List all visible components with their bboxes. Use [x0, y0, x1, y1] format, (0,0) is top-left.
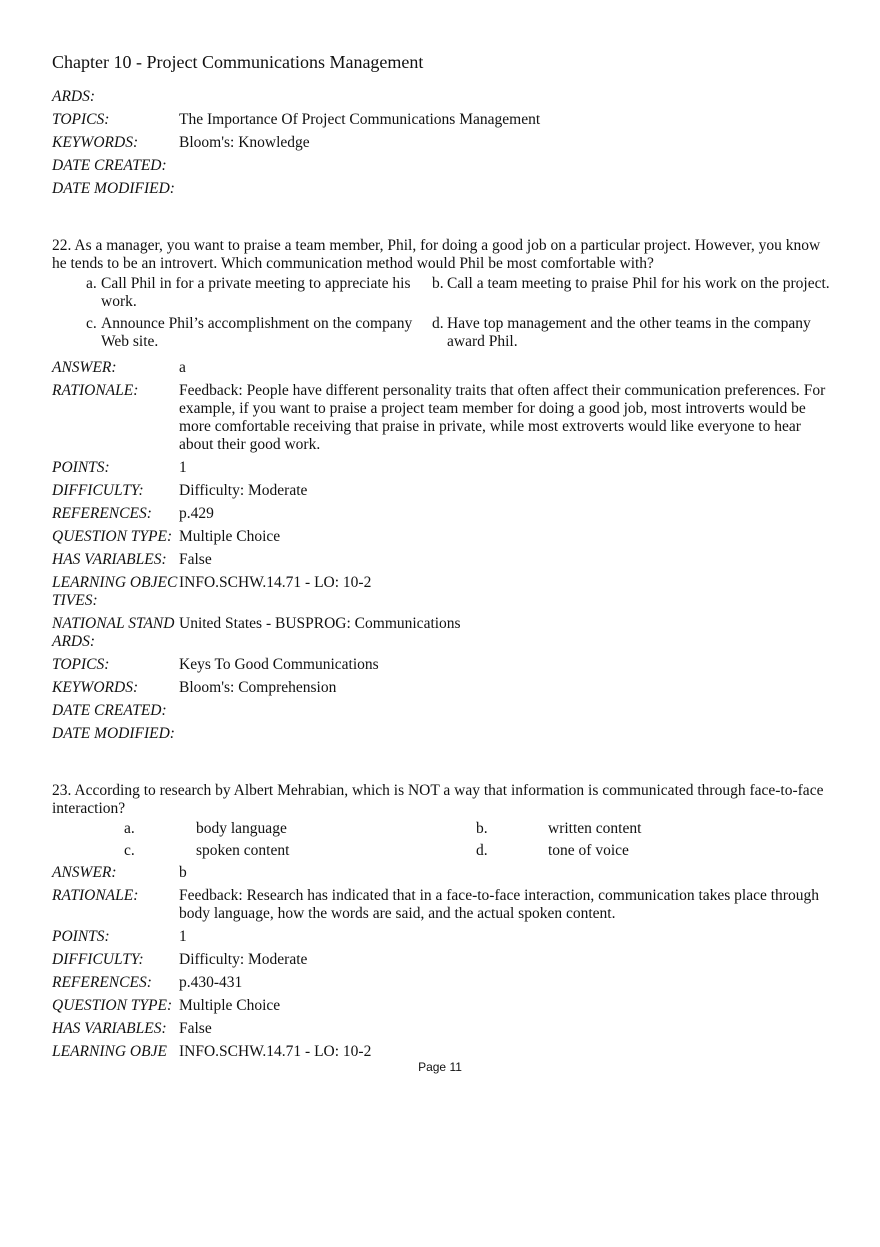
metadata-row: [52, 157, 832, 175]
option-letter: c.: [86, 315, 97, 332]
question-text: 23. According to research by Albert Mehrabian, which is NOT a way that information is communicated through face-to-face interaction?: [52, 782, 824, 817]
metadata-row: [52, 111, 832, 129]
metadata-row: [52, 615, 832, 651]
question-23: [52, 782, 832, 1061]
answer-option: [86, 275, 432, 311]
question-metadata: [52, 359, 832, 743]
option-letter: d.: [432, 315, 444, 332]
question-22: [52, 237, 832, 743]
metadata-label: HAS VARIABLES:: [52, 1020, 167, 1037]
document-page: [52, 50, 832, 1066]
metadata-label: REFERENCES:: [52, 505, 152, 522]
metadata-row: [52, 551, 832, 569]
question-metadata: [52, 864, 832, 1061]
metadata-row: [52, 88, 832, 106]
metadata-value: Keys To Good Communications: [179, 656, 379, 673]
metadata-row: [52, 505, 832, 523]
option-letter: b.: [476, 820, 488, 837]
option-text: tone of voice: [548, 842, 629, 859]
metadata-label: DATE CREATED:: [52, 157, 167, 174]
option-text: Call a team meeting to praise Phil for his work on the project.: [447, 275, 830, 292]
option-text: Announce Phil’s accomplishment on the company Web site.: [101, 315, 413, 350]
metadata-label: DATE MODIFIED:: [52, 725, 175, 742]
metadata-row: [52, 887, 832, 923]
metadata-label: LEARNING OBJECTIVES:: [52, 574, 178, 609]
option-letter: c.: [124, 842, 135, 859]
metadata-value: [179, 157, 832, 175]
metadata-value: INFO.SCHW.14.71 - LO: 10-2: [179, 1043, 372, 1060]
metadata-label: NATIONAL STANDARDS:: [52, 615, 175, 650]
metadata-value: Bloom's: Comprehension: [179, 679, 337, 696]
metadata-value: [179, 180, 832, 198]
metadata-row: [52, 702, 832, 720]
metadata-row: [52, 134, 832, 152]
question-text: 22. As a manager, you want to praise a team member, Phil, for doing a good job on a particular project. However, you know he tends to be an introvert. Which communication method would Phil be most comfortable with?: [52, 237, 821, 272]
metadata-value: 1: [179, 928, 187, 945]
metadata-value: Feedback: Research has indicated that in a face-to-face interaction, communication takes place through body language, how the words are said, and the actual spoken content.: [179, 887, 819, 922]
answer-option: [432, 315, 832, 351]
metadata-row: [52, 725, 832, 743]
metadata-label: TOPICS:: [52, 111, 110, 128]
metadata-row: [52, 679, 832, 697]
option-letter: a.: [124, 820, 135, 837]
metadata-value: Multiple Choice: [179, 528, 281, 545]
metadata-value: p.429: [179, 505, 214, 522]
metadata-label: POINTS:: [52, 928, 110, 945]
option-text: written content: [548, 820, 642, 837]
metadata-row: [52, 482, 832, 500]
metadata-label: QUESTION TYPE:: [52, 528, 173, 545]
option-letter: d.: [476, 842, 488, 859]
metadata-row: [52, 1020, 832, 1038]
answer-option: [86, 315, 432, 351]
metadata-value: Feedback: People have different personality traits that often affect their communication preferences. For example, if you want to praise a project team member for doing a good job, most introverts would be more comfortable receiving that praise in private, while most extroverts would like everyone to hear about their good work.: [179, 382, 826, 453]
option-letter: b.: [432, 275, 444, 292]
metadata-label: DIFFICULTY:: [52, 951, 144, 968]
answer-options: [124, 820, 832, 860]
option-text: body language: [196, 820, 287, 837]
metadata-label: DIFFICULTY:: [52, 482, 144, 499]
metadata-label: KEYWORDS:: [52, 679, 139, 696]
metadata-row: [52, 997, 832, 1015]
metadata-label: DATE CREATED:: [52, 702, 167, 719]
metadata-label: QUESTION TYPE:: [52, 997, 173, 1014]
metadata-row: [52, 382, 832, 454]
metadata-value: 1: [179, 459, 187, 476]
metadata-label: KEYWORDS:: [52, 134, 139, 151]
metadata-row: [52, 459, 832, 477]
metadata-label: HAS VARIABLES:: [52, 551, 167, 568]
metadata-row: [52, 574, 832, 610]
metadata-label: RATIONALE:: [52, 382, 139, 399]
metadata-value: The Importance Of Project Communications Management: [179, 111, 541, 128]
metadata-label: POINTS:: [52, 459, 110, 476]
metadata-row: [52, 359, 832, 377]
metadata-label: RATIONALE:: [52, 887, 139, 904]
answer-options: [86, 275, 832, 355]
metadata-value: Difficulty: Moderate: [179, 482, 308, 499]
metadata-value: False: [179, 1020, 212, 1037]
metadata-value: [179, 702, 832, 720]
metadata-value: p.430-431: [179, 974, 243, 991]
option-text: spoken content: [196, 842, 290, 859]
metadata-value: False: [179, 551, 212, 568]
metadata-value: United States - BUSPROG: Communications: [179, 615, 461, 632]
page-title: Chapter 10 - Project Communications Management: [52, 52, 424, 72]
answer-option: [432, 275, 832, 311]
metadata-row: [52, 928, 832, 946]
metadata-label: LEARNING OBJE: [52, 1043, 167, 1060]
metadata-value: [179, 725, 832, 743]
metadata-label: ARDS:: [52, 88, 96, 105]
metadata-value: INFO.SCHW.14.71 - LO: 10-2: [179, 574, 372, 591]
metadata-label: REFERENCES:: [52, 974, 152, 991]
metadata-row: [52, 1043, 832, 1061]
metadata-row: [52, 951, 832, 969]
metadata-label: ANSWER:: [52, 864, 117, 881]
metadata-value: a: [179, 359, 186, 376]
metadata-value: [179, 88, 832, 106]
metadata-label: TOPICS:: [52, 656, 110, 673]
option-text: Have top management and the other teams in the company award Phil.: [447, 315, 811, 350]
page-number: Page 11: [418, 1060, 462, 1074]
metadata-row: [52, 656, 832, 674]
option-letter: a.: [86, 275, 97, 292]
metadata-label: ANSWER:: [52, 359, 117, 376]
metadata-value: b: [179, 864, 187, 881]
metadata-label: DATE MODIFIED:: [52, 180, 175, 197]
metadata-value: Bloom's: Knowledge: [179, 134, 310, 151]
metadata-row: [52, 864, 832, 882]
metadata-row: [52, 180, 832, 198]
metadata-value: Multiple Choice: [179, 997, 281, 1014]
metadata-value: Difficulty: Moderate: [179, 951, 308, 968]
metadata-row: [52, 974, 832, 992]
option-text: Call Phil in for a private meeting to appreciate his work.: [101, 275, 411, 310]
top-metadata: [52, 88, 832, 198]
metadata-row: [52, 528, 832, 546]
